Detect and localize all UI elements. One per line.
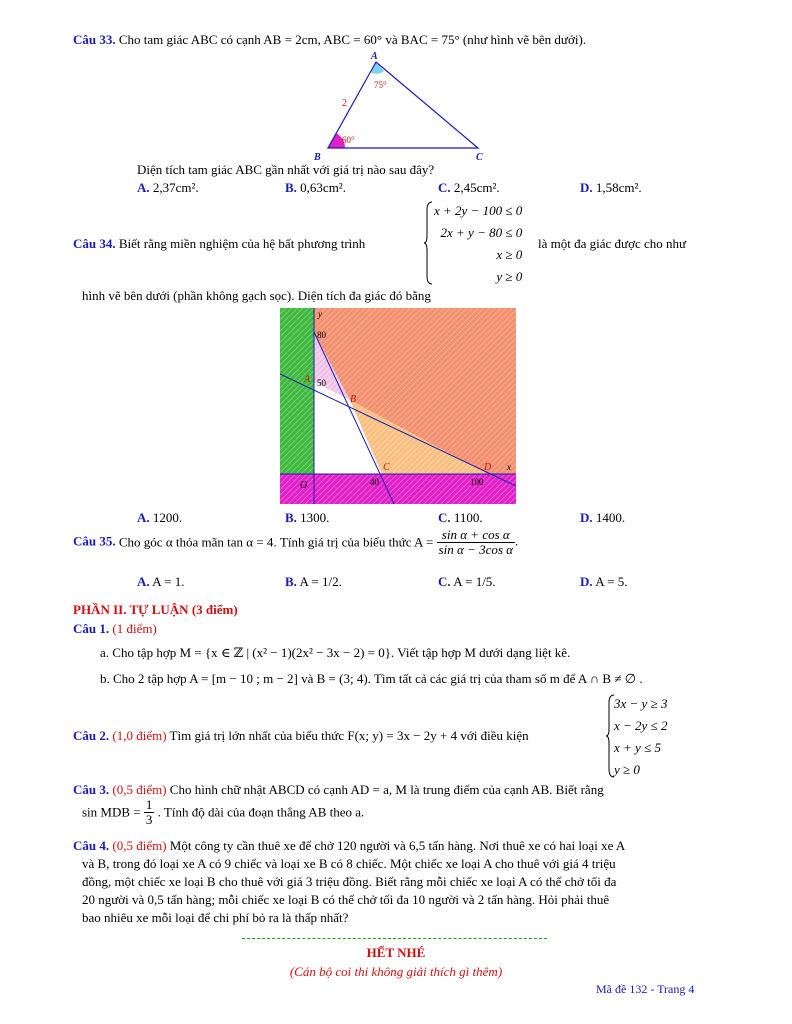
q35-option-c[interactable]: C. A = 1/5. xyxy=(438,574,496,589)
label-b: B xyxy=(314,152,321,163)
c1b-text: b. Cho 2 tập hợp A = [m − 10 ; m − 2] và B = (3; 4). Tìm tất cả các giá trị của tham số m để A ∩ B ≠ ∅ . xyxy=(100,671,643,686)
end-note: (Cán bộ coi thi không giải thích gì thêm) xyxy=(289,964,503,979)
side-ab-label: 2 xyxy=(342,98,347,109)
angle-b-label: 60° xyxy=(342,135,355,145)
point-c-label: C xyxy=(383,462,390,473)
origin-label: O xyxy=(300,480,308,491)
q35-option-d[interactable]: D. A = 5. xyxy=(580,574,628,589)
label-c: C xyxy=(476,152,483,163)
tick-80: 80 xyxy=(317,330,326,340)
c4-line1: Câu 4. (0,5 điểm) Một công ty cần thuê xe để chở 120 người và 6,5 tấn hàng. Nơi thuê xe có hai loại xe A xyxy=(73,838,626,853)
q34-text-after: là một đa giác được cho như xyxy=(538,236,687,251)
separator-line xyxy=(242,938,547,939)
q33-option-a[interactable]: A. 2,37cm². xyxy=(137,180,199,195)
q34-option-d[interactable]: D. 1400. xyxy=(580,510,626,525)
q34-text-before: Biết rằng miền nghiệm của hệ bất phương trình xyxy=(118,236,366,251)
q34-option-a[interactable]: A. 1200. xyxy=(137,510,183,525)
c4-line3: đồng, một chiếc xe loại B cho thuê với giá 3 triệu đồng. Biết rằng mỗi chiếc xe loại A có thể chở tối đa xyxy=(82,874,617,889)
q33-label: Câu 33. xyxy=(73,32,116,47)
c4-line4: 20 người và 0,5 tấn hàng; mỗi chiếc xe loại B có thể chở tối đa 10 người và 2 tấn hàng. Hỏi phải thuê xyxy=(82,892,610,907)
q34-graph xyxy=(280,308,516,504)
triangle-figure xyxy=(300,48,500,166)
tick-50: 50 xyxy=(317,378,326,388)
point-b-label: B xyxy=(350,394,357,405)
q33-option-b[interactable]: B. 0,63cm². xyxy=(285,180,346,195)
y-axis-label: y xyxy=(318,309,322,319)
q34-system: x + 2y − 100 ≤ 0 2x + y − 80 ≤ 0 x ≥ 0 y ≥ 0 xyxy=(434,203,523,284)
q34-line xyxy=(73,236,365,252)
c4-line2: và B, trong đó loại xe A có 9 chiếc và loại xe B có 8 chiếc. Một chiếc xe loại A cho thuê với giá 4 triệu xyxy=(82,856,616,871)
q35-fraction: $\frac{\text{sin α + cos α}}{\text{sin α − 3cos α}}$ xyxy=(438,527,513,557)
q35-option-b[interactable]: B. A = 1/2. xyxy=(285,574,342,589)
q34-text-line2: hình vẽ bên dưới (phần không gạch sọc). Diện tích đa giác đó bằng xyxy=(82,288,431,303)
label-a: A xyxy=(371,51,378,62)
q34-option-c[interactable]: C. 1100. xyxy=(438,510,483,525)
end-text: HẾT NHÉ xyxy=(366,945,426,960)
q35-label: Câu 35. xyxy=(73,533,116,549)
x-axis-label: x xyxy=(507,462,511,472)
q33-option-c[interactable]: C. 2,45cm². xyxy=(438,180,500,195)
c2-system: 3x − y ≥ 3 x − 2y ≤ 2 x + y ≤ 5 y ≥ 0 xyxy=(614,696,668,777)
part2-title: PHẦN II. TỰ LUẬN (3 điểm) xyxy=(73,602,238,617)
c1-heading: Câu 1. (1 điểm) xyxy=(73,621,157,636)
q33-option-d[interactable]: D. 1,58cm². xyxy=(580,180,642,195)
point-a-label: A xyxy=(304,374,311,385)
angle-a-label: 75° xyxy=(374,80,387,90)
q33-question: Diện tích tam giác ABC gần nhất với giá trị nào sau đây? xyxy=(137,162,435,177)
q34-label: Câu 34. xyxy=(73,236,116,251)
q35-text: Cho góc α thỏa mãn tan α = 4. Tính giá trị của biểu thức A = xyxy=(118,534,434,550)
tick-100: 100 xyxy=(470,477,484,487)
c3-line1: Câu 3. (0,5 điểm) Cho hình chữ nhật ABCD có cạnh AD = a, M là trung điểm của cạnh AB. Biết rằng xyxy=(73,782,604,797)
q35-option-a[interactable]: A. A = 1. xyxy=(137,574,185,589)
page-number: Mã đề 132 - Trang 4 xyxy=(596,982,695,996)
c2-line: Câu 2. (1,0 điểm) Tìm giá trị lớn nhất của biểu thức F(x; y) = 3x − 2y + 4 với điều kiện xyxy=(73,728,529,743)
q34-brace xyxy=(424,200,434,286)
point-d-label: D xyxy=(484,462,492,473)
q33-line xyxy=(73,32,586,48)
q33-text: Cho tam giác ABC có cạnh AB = 2cm, ABC = 60° và BAC = 75° (như hình vẽ bên dưới). xyxy=(118,32,587,47)
q35-line: Câu 35. Cho góc α thỏa mãn tan α = 4. Tính giá trị của biểu thức A = $\frac{\text{sin α + cos α}}{\text{sin α − 3cos α}}$ . xyxy=(73,527,519,557)
c1a-text: a. Cho tập hợp M = {x ∈ ℤ | (x² − 1)(2x² − 3x − 2) = 0}. Viết tập hợp M dưới dạng liệt kê. xyxy=(100,645,571,660)
c3-line2: sin MDB = $\frac{1}{3}$ . Tính độ dài của đoạn thẳng AB theo a. xyxy=(82,797,365,827)
tick-40: 40 xyxy=(370,477,379,487)
c4-line5: bao nhiêu xe mỗi loại để chi phí bỏ ra là thấp nhất? xyxy=(82,910,349,925)
q34-option-b[interactable]: B. 1300. xyxy=(285,510,330,525)
